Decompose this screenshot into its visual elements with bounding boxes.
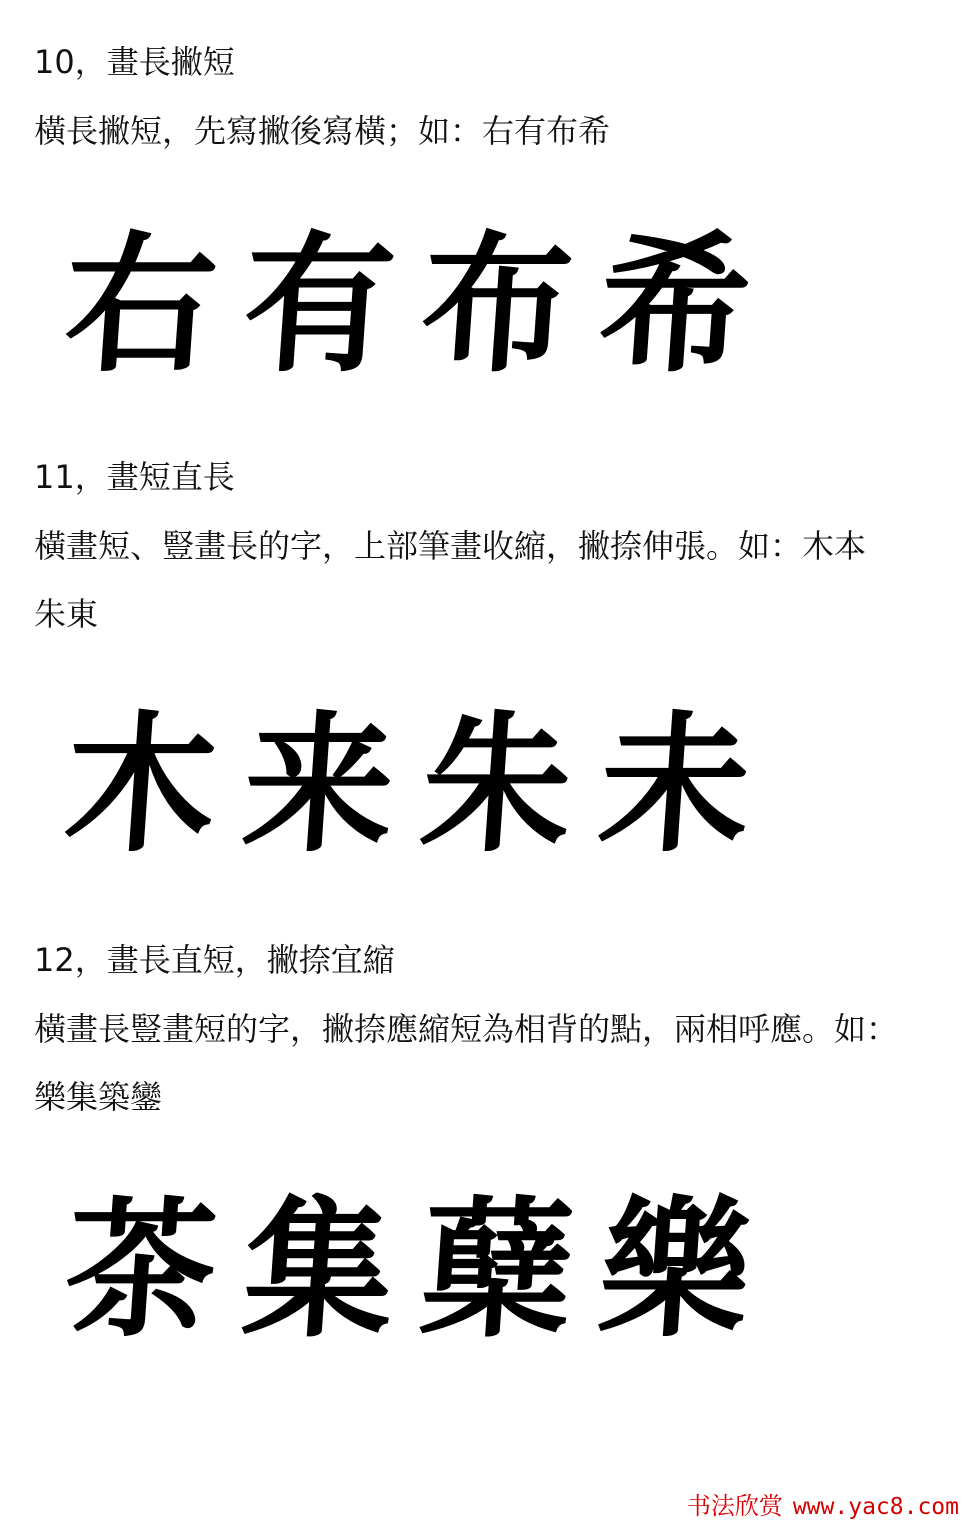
footer-site-name: 书法欣赏 xyxy=(686,1492,783,1520)
section-11-description-line-1: 橫畫短、豎畫長的字，上部筆畫收縮，撇捺伸張。如：木本 xyxy=(34,527,867,565)
section-10-heading: 10，畫長撇短 xyxy=(34,43,235,81)
example-character: 布 xyxy=(415,217,579,393)
example-character: 来 xyxy=(237,697,401,873)
example-character: 未 xyxy=(593,697,757,873)
example-character: 樂 xyxy=(593,1182,757,1358)
example-character: 希 xyxy=(593,217,757,393)
example-character: 集 xyxy=(237,1182,401,1358)
section-11-heading: 11，畫短直長 xyxy=(34,458,235,496)
section-12-example-characters xyxy=(52,1182,764,1358)
example-character: 茶 xyxy=(59,1182,223,1358)
section-12-description-line-2: 樂集築鑾 xyxy=(34,1078,163,1116)
section-12-heading: 12，畫長直短，撇捺宜縮 xyxy=(34,941,395,979)
example-character: 蘖 xyxy=(415,1182,579,1358)
section-12-description-line-1: 橫畫長豎畫短的字，撇捺應縮短為相背的點，兩相呼應。如： xyxy=(34,1010,899,1048)
footer-watermark xyxy=(687,1491,959,1522)
example-character: 右 xyxy=(59,217,223,393)
example-character: 木 xyxy=(59,697,223,873)
section-10-description-line-1: 橫長撇短，先寫撇後寫橫；如：右有布希 xyxy=(34,112,611,150)
section-11-example-characters xyxy=(52,697,764,873)
footer-url-link[interactable]: www.yac8.com xyxy=(792,1494,959,1520)
section-10-example-characters xyxy=(52,217,764,393)
example-character: 朱 xyxy=(415,697,579,873)
section-11-description-line-2: 朱東 xyxy=(34,595,99,633)
example-character: 有 xyxy=(237,217,401,393)
